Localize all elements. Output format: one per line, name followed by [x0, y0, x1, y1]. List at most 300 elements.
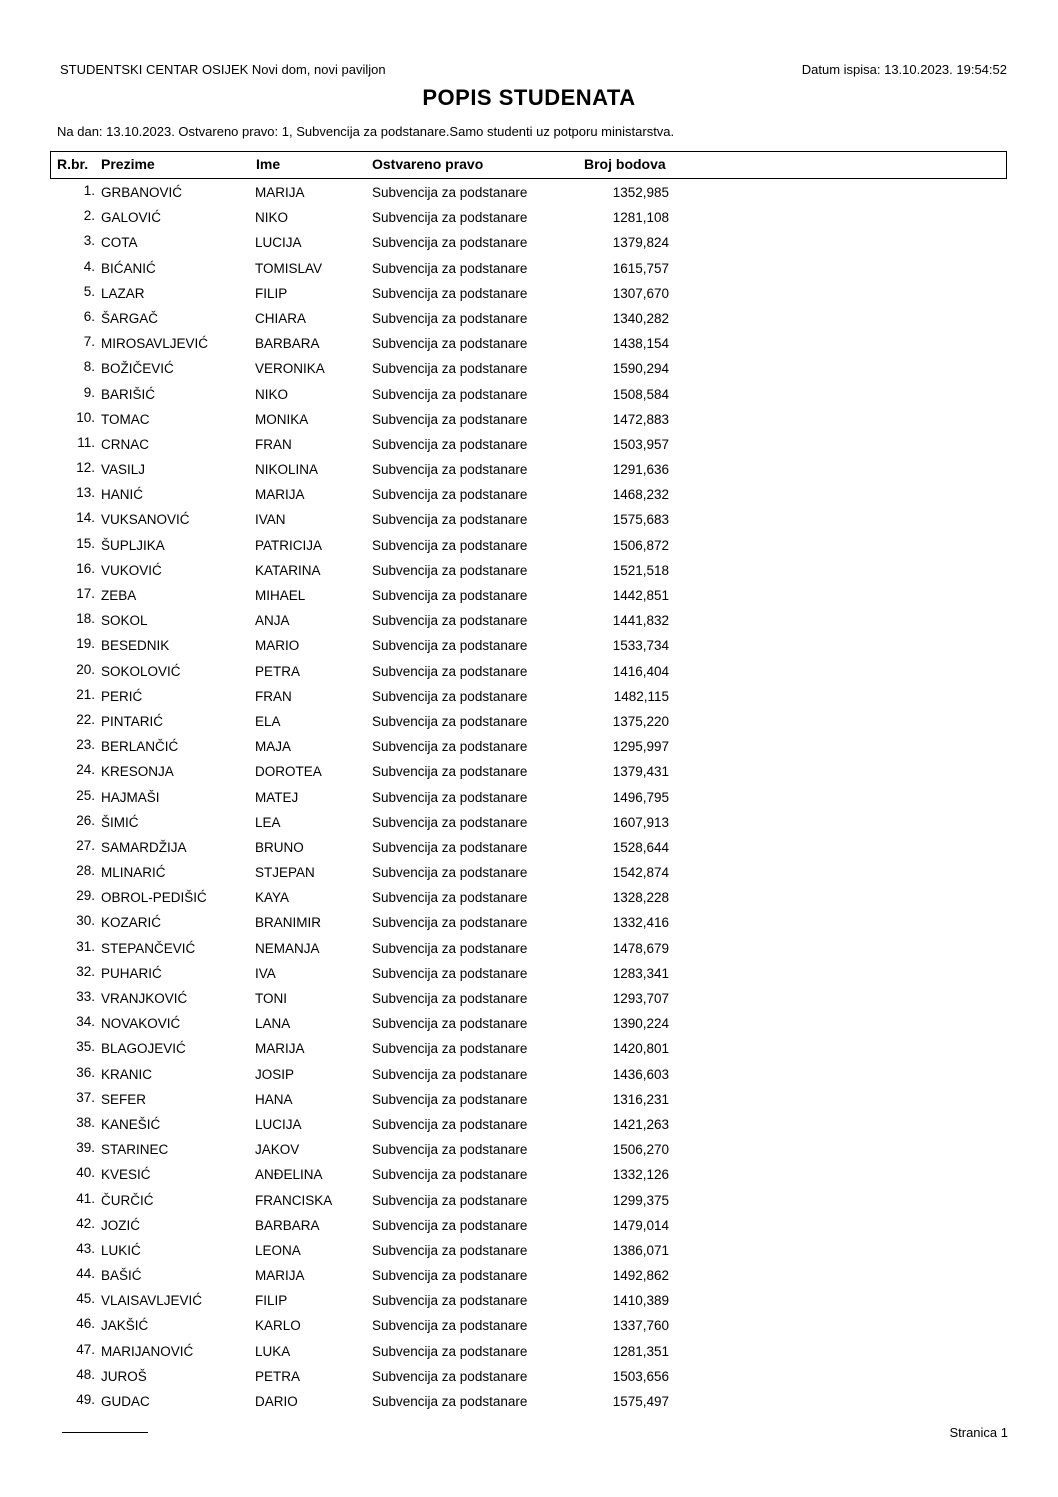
row-bodovi: 1508,584 — [612, 386, 669, 402]
row-prezime: TOMAC — [101, 411, 150, 427]
row-number: 8. — [83, 359, 95, 375]
row-prezime: LAZAR — [101, 285, 145, 301]
row-ime: ELA — [255, 713, 281, 729]
row-prezime: COTA — [101, 235, 138, 251]
row-number: 9. — [83, 384, 95, 400]
row-number: 47. — [76, 1341, 95, 1357]
table-row — [0, 660, 1058, 685]
row-number: 32. — [76, 963, 95, 979]
row-number: 10. — [76, 409, 95, 425]
row-number: 42. — [76, 1215, 95, 1231]
row-ime: MARIJA — [255, 1041, 305, 1057]
row-ime: JOSIP — [255, 1066, 295, 1082]
row-ime: LUCIJA — [255, 235, 302, 251]
row-bodovi: 1575,497 — [612, 1394, 669, 1409]
table-row — [0, 357, 1058, 382]
row-pravo: Subvencija za podstanare — [372, 1217, 528, 1233]
row-prezime: BLAGOJEVIĆ — [101, 1041, 186, 1057]
row-pravo: Subvencija za podstanare — [372, 713, 528, 729]
table-row — [0, 1214, 1058, 1239]
row-prezime: BARIŠIĆ — [101, 386, 156, 402]
row-number: 12. — [76, 460, 95, 476]
row-bodovi: 1291,636 — [612, 462, 669, 478]
row-pravo: Subvencija za podstanare — [372, 1268, 528, 1284]
table-row — [0, 962, 1058, 987]
row-pravo: Subvencija za podstanare — [372, 814, 528, 830]
row-pravo: Subvencija za podstanare — [372, 361, 528, 377]
row-number: 45. — [76, 1291, 95, 1307]
row-pravo: Subvencija za podstanare — [372, 1192, 528, 1208]
row-prezime: LUKIĆ — [101, 1242, 141, 1258]
table-row — [0, 609, 1058, 634]
row-ime: TOMISLAV — [255, 260, 323, 276]
row-number: 17. — [76, 586, 95, 601]
row-bodovi: 1438,154 — [612, 336, 669, 352]
row-pravo: Subvencija za podstanare — [372, 1368, 528, 1384]
row-pravo: Subvencija za podstanare — [372, 411, 528, 427]
row-number: 27. — [76, 837, 95, 853]
row-prezime: KRANIC — [101, 1066, 153, 1082]
row-pravo: Subvencija za podstanare — [372, 663, 528, 679]
row-pravo: Subvencija za podstanare — [372, 310, 528, 326]
column-pravo: Ostvareno pravo — [372, 156, 484, 172]
row-prezime: STEPANČEVIĆ — [101, 940, 196, 956]
row-prezime: BIĆANIĆ — [101, 260, 156, 276]
table-row — [0, 1113, 1058, 1138]
row-pravo: Subvencija za podstanare — [372, 739, 528, 755]
row-ime: LANA — [255, 1016, 291, 1032]
row-pravo: Subvencija za podstanare — [372, 1242, 528, 1258]
row-pravo: Subvencija za podstanare — [372, 487, 528, 503]
row-ime: MARIJA — [255, 487, 305, 503]
row-number: 14. — [76, 510, 95, 526]
row-bodovi: 1607,913 — [612, 814, 669, 830]
row-number: 46. — [76, 1316, 95, 1332]
table-row — [0, 987, 1058, 1012]
row-pravo: Subvencija za podstanare — [372, 1066, 528, 1082]
row-ime: STJEPAN — [255, 865, 315, 881]
row-bodovi: 1283,341 — [612, 965, 669, 981]
row-pravo: Subvencija za podstanare — [372, 613, 528, 629]
column-ime: Ime — [256, 156, 281, 172]
table-row — [0, 408, 1058, 433]
row-bodovi: 1332,416 — [612, 915, 669, 931]
table-row — [0, 786, 1058, 811]
row-pravo: Subvencija za podstanare — [372, 1318, 528, 1334]
row-number: 34. — [76, 1014, 95, 1030]
row-ime: IVAN — [255, 512, 286, 528]
row-ime: BRANIMIR — [255, 915, 322, 931]
row-bodovi: 1337,760 — [612, 1318, 669, 1334]
row-bodovi: 1420,801 — [612, 1041, 669, 1057]
row-number: 41. — [76, 1190, 95, 1206]
table-row — [0, 483, 1058, 508]
row-bodovi: 1575,683 — [612, 512, 669, 528]
row-pravo: Subvencija za podstanare — [372, 638, 528, 654]
table-row — [0, 181, 1058, 206]
row-bodovi: 1506,872 — [612, 537, 669, 553]
row-ime: ANĐELINA — [255, 1167, 323, 1183]
row-ime: IVA — [255, 965, 276, 981]
table-row — [0, 508, 1058, 533]
row-bodovi: 1492,862 — [612, 1268, 669, 1284]
row-prezime: STARINEC — [101, 1142, 169, 1158]
row-pravo: Subvencija za podstanare — [372, 285, 528, 301]
row-prezime: SAMARDŽIJA — [101, 839, 187, 855]
row-number: 2. — [83, 208, 95, 224]
row-number: 18. — [76, 611, 95, 627]
row-ime: LEA — [255, 814, 281, 830]
row-ime: MAJA — [255, 739, 292, 755]
row-pravo: Subvencija za podstanare — [372, 1116, 528, 1132]
row-bodovi: 1390,224 — [612, 1016, 669, 1032]
row-ime: FRANCISKA — [255, 1192, 333, 1208]
row-ime: NIKO — [255, 210, 289, 226]
row-bodovi: 1479,014 — [612, 1217, 669, 1233]
row-ime: DARIO — [255, 1394, 298, 1409]
table-row — [0, 1063, 1058, 1088]
row-pravo: Subvencija za podstanare — [372, 991, 528, 1006]
row-ime: BARBARA — [255, 336, 320, 352]
row-bodovi: 1307,670 — [612, 285, 669, 301]
row-pravo: Subvencija za podstanare — [372, 260, 528, 276]
row-bodovi: 1442,851 — [612, 588, 669, 603]
row-prezime: CRNAC — [101, 436, 150, 452]
row-bodovi: 1328,228 — [612, 890, 669, 906]
row-pravo: Subvencija za podstanare — [372, 1142, 528, 1158]
row-pravo: Subvencija za podstanare — [372, 940, 528, 956]
row-pravo: Subvencija za podstanare — [372, 890, 528, 906]
page-number: Stranica 1 — [949, 1425, 1008, 1440]
table-row — [0, 937, 1058, 962]
row-number: 29. — [76, 888, 95, 904]
row-ime: VERONIKA — [255, 361, 325, 377]
table-row — [0, 911, 1058, 936]
row-pravo: Subvencija za podstanare — [372, 915, 528, 931]
row-ime: MONIKA — [255, 411, 309, 427]
table-row — [0, 307, 1058, 332]
row-number: 33. — [76, 989, 95, 1004]
row-prezime: NOVAKOVIĆ — [101, 1016, 181, 1032]
row-pravo: Subvencija za podstanare — [372, 210, 528, 226]
row-ime: KARLO — [255, 1318, 301, 1334]
row-bodovi: 1340,282 — [612, 310, 669, 326]
row-bodovi: 1332,126 — [612, 1167, 669, 1183]
row-bodovi: 1386,071 — [612, 1242, 669, 1258]
row-number: 48. — [76, 1366, 95, 1382]
row-pravo: Subvencija za podstanare — [372, 1167, 528, 1183]
table-row — [0, 861, 1058, 886]
row-number: 20. — [76, 661, 95, 677]
table-row — [0, 332, 1058, 357]
row-prezime: ČURČIĆ — [101, 1192, 154, 1208]
column-bodovi: Broj bodova — [584, 156, 666, 172]
row-bodovi: 1316,231 — [612, 1091, 669, 1107]
row-ime: LUKA — [255, 1343, 291, 1359]
row-bodovi: 1281,351 — [612, 1343, 669, 1359]
row-prezime: MIROSAVLJEVIĆ — [101, 336, 209, 352]
row-number: 37. — [76, 1089, 95, 1105]
table-row — [0, 886, 1058, 911]
column-rbr: R.br. — [57, 156, 89, 172]
row-number: 7. — [83, 334, 95, 350]
row-ime: FILIP — [255, 285, 288, 301]
row-ime: HANA — [255, 1091, 293, 1107]
row-pravo: Subvencija za podstanare — [372, 1293, 528, 1309]
table-row — [0, 1340, 1058, 1365]
row-prezime: VUKOVIĆ — [101, 562, 162, 578]
row-ime: BARBARA — [255, 1217, 320, 1233]
row-number: 40. — [76, 1165, 95, 1181]
table-row — [0, 458, 1058, 483]
row-ime: MARIJA — [255, 185, 305, 200]
row-ime: MARIJA — [255, 1268, 305, 1284]
row-bodovi: 1421,263 — [612, 1116, 669, 1132]
row-pravo: Subvencija za podstanare — [372, 462, 528, 478]
row-bodovi: 1506,270 — [612, 1142, 669, 1158]
table-row — [0, 1264, 1058, 1289]
row-bodovi: 1503,656 — [612, 1368, 669, 1384]
row-prezime: KVESIĆ — [101, 1167, 151, 1183]
row-number: 38. — [76, 1114, 95, 1130]
row-pravo: Subvencija za podstanare — [372, 512, 528, 528]
row-number: 4. — [83, 258, 95, 274]
row-bodovi: 1468,232 — [612, 487, 669, 503]
row-number: 15. — [76, 535, 95, 551]
row-number: 28. — [76, 863, 95, 879]
row-bodovi: 1416,404 — [612, 663, 669, 679]
row-prezime: MLINARIĆ — [101, 865, 166, 881]
row-prezime: ŠARGAČ — [101, 310, 159, 326]
row-prezime: JOZIĆ — [101, 1217, 140, 1233]
table-row — [0, 584, 1058, 609]
row-prezime: PINTARIĆ — [101, 713, 164, 729]
print-date: Datum ispisa: 13.10.2023. 19:54:52 — [801, 62, 1007, 77]
row-pravo: Subvencija za podstanare — [372, 965, 528, 981]
row-prezime: GUDAC — [101, 1394, 150, 1409]
table-row — [0, 811, 1058, 836]
row-bodovi: 1375,220 — [612, 713, 669, 729]
row-pravo: Subvencija za podstanare — [372, 386, 528, 402]
row-number: 26. — [76, 812, 95, 828]
row-prezime: BAŠIĆ — [101, 1268, 142, 1284]
document-subtitle: Na dan: 13.10.2023. Ostvareno pravo: 1, Subvencija za podstanare.Samo studenti uz potporu ministarstva. — [57, 124, 675, 139]
row-number: 19. — [76, 636, 95, 652]
row-ime: NEMANJA — [255, 940, 320, 956]
row-prezime: JAKŠIĆ — [101, 1318, 149, 1334]
row-pravo: Subvencija za podstanare — [372, 588, 528, 603]
row-ime: PETRA — [255, 1368, 301, 1384]
row-bodovi: 1472,883 — [612, 411, 669, 427]
row-prezime: MARIJANOVIĆ — [101, 1343, 194, 1359]
institution-header: STUDENTSKI CENTAR OSIJEK Novi dom, novi paviljon — [60, 62, 386, 77]
row-ime: FRAN — [255, 436, 292, 452]
table-row — [0, 710, 1058, 735]
table-row — [0, 634, 1058, 659]
row-ime: PATRICIJA — [255, 537, 323, 553]
row-bodovi: 1293,707 — [612, 991, 669, 1006]
row-number: 16. — [76, 560, 95, 576]
document-title: POPIS STUDENATA — [422, 85, 636, 110]
row-pravo: Subvencija za podstanare — [372, 1016, 528, 1032]
row-bodovi: 1533,734 — [612, 638, 669, 654]
table-row — [0, 534, 1058, 559]
row-number: 24. — [76, 762, 95, 778]
row-bodovi: 1590,294 — [612, 361, 669, 377]
row-ime: FRAN — [255, 688, 292, 704]
table-row — [0, 1088, 1058, 1113]
row-prezime: ŠIMIĆ — [101, 814, 139, 830]
table-row — [0, 1390, 1058, 1415]
table-row — [0, 1314, 1058, 1339]
footer-divider — [62, 1432, 148, 1433]
row-ime: NIKO — [255, 386, 289, 402]
row-ime: DOROTEA — [255, 764, 322, 780]
row-prezime: BERLANČIĆ — [101, 739, 179, 755]
row-ime: FILIP — [255, 1293, 288, 1309]
table-row — [0, 559, 1058, 584]
table-header — [50, 151, 1007, 179]
row-ime: KATARINA — [255, 562, 321, 578]
row-number: 1. — [83, 183, 95, 198]
row-pravo: Subvencija za podstanare — [372, 185, 528, 200]
row-bodovi: 1496,795 — [612, 789, 669, 805]
table-row — [0, 1365, 1058, 1390]
row-number: 39. — [76, 1140, 95, 1156]
table-row — [0, 282, 1058, 307]
row-bodovi: 1542,874 — [612, 865, 669, 881]
row-prezime: GRBANOVIĆ — [101, 185, 183, 200]
row-bodovi: 1281,108 — [612, 210, 669, 226]
row-number: 25. — [76, 787, 95, 803]
row-pravo: Subvencija za podstanare — [372, 537, 528, 553]
row-bodovi: 1299,375 — [612, 1192, 669, 1208]
row-pravo: Subvencija za podstanare — [372, 336, 528, 352]
row-bodovi: 1295,997 — [612, 739, 669, 755]
row-ime: PETRA — [255, 663, 301, 679]
row-bodovi: 1503,957 — [612, 436, 669, 452]
row-number: 30. — [76, 913, 95, 929]
row-number: 36. — [76, 1064, 95, 1080]
row-prezime: VUKSANOVIĆ — [101, 512, 190, 528]
table-row — [0, 1037, 1058, 1062]
row-ime: NIKOLINA — [255, 462, 319, 478]
row-pravo: Subvencija za podstanare — [372, 436, 528, 452]
row-ime: CHIARA — [255, 310, 307, 326]
row-bodovi: 1379,431 — [612, 764, 669, 780]
table-row — [0, 1138, 1058, 1163]
row-pravo: Subvencija za podstanare — [372, 1041, 528, 1057]
row-prezime: KOZARIĆ — [101, 915, 162, 931]
row-prezime: JUROŠ — [101, 1368, 147, 1384]
row-pravo: Subvencija za podstanare — [372, 1091, 528, 1107]
row-pravo: Subvencija za podstanare — [372, 235, 528, 251]
row-prezime: VASILJ — [101, 462, 146, 478]
row-ime: LEONA — [255, 1242, 301, 1258]
row-number: 6. — [83, 308, 95, 324]
row-ime: MATEJ — [255, 789, 299, 805]
table-row — [0, 231, 1058, 256]
table-row — [0, 1239, 1058, 1264]
row-prezime: KRESONJA — [101, 764, 174, 780]
row-ime: MARIO — [255, 638, 300, 654]
row-bodovi: 1352,985 — [612, 185, 669, 200]
row-prezime: SOKOLOVIĆ — [101, 663, 181, 679]
row-ime: TONI — [255, 991, 288, 1006]
row-number: 3. — [83, 233, 95, 249]
table-row — [0, 383, 1058, 408]
row-prezime: KANEŠIĆ — [101, 1116, 161, 1132]
table-row — [0, 257, 1058, 282]
table-row — [0, 836, 1058, 861]
row-bodovi: 1379,824 — [612, 235, 669, 251]
row-bodovi: 1482,115 — [613, 688, 669, 704]
row-bodovi: 1521,518 — [612, 562, 669, 578]
row-pravo: Subvencija za podstanare — [372, 1394, 528, 1409]
row-prezime: SEFER — [101, 1091, 147, 1107]
row-prezime: OBROL-PEDIŠIĆ — [101, 890, 207, 906]
row-prezime: BESEDNIK — [101, 638, 170, 654]
row-number: 43. — [76, 1240, 95, 1256]
row-bodovi: 1528,644 — [612, 839, 669, 855]
table-row — [0, 1012, 1058, 1037]
row-prezime: ŠUPLJIKA — [101, 537, 165, 553]
row-number: 5. — [83, 283, 95, 299]
row-pravo: Subvencija za podstanare — [372, 562, 528, 578]
table-row — [0, 760, 1058, 785]
row-ime: MIHAEL — [255, 588, 306, 603]
row-pravo: Subvencija za podstanare — [372, 789, 528, 805]
row-number: 35. — [76, 1039, 95, 1055]
row-number: 21. — [76, 686, 95, 702]
row-number: 23. — [76, 737, 95, 753]
row-ime: KAYA — [255, 890, 290, 906]
table-row — [0, 735, 1058, 760]
row-prezime: VLAISAVLJEVIĆ — [101, 1293, 203, 1309]
row-ime: LUCIJA — [255, 1116, 302, 1132]
row-number: 49. — [76, 1392, 95, 1407]
row-prezime: HANIĆ — [101, 487, 144, 503]
row-prezime: GALOVIĆ — [101, 210, 162, 226]
row-pravo: Subvencija za podstanare — [372, 1343, 528, 1359]
row-prezime: VRANJKOVIĆ — [101, 991, 188, 1006]
row-bodovi: 1410,389 — [612, 1293, 669, 1309]
row-number: 22. — [76, 711, 95, 727]
row-bodovi: 1436,603 — [612, 1066, 669, 1082]
row-bodovi: 1615,757 — [612, 260, 669, 276]
row-number: 13. — [76, 485, 95, 501]
row-ime: ANJA — [255, 613, 290, 629]
table-row — [0, 685, 1058, 710]
row-prezime: BOŽIČEVIĆ — [101, 361, 174, 377]
row-pravo: Subvencija za podstanare — [372, 688, 528, 704]
row-pravo: Subvencija za podstanare — [372, 764, 528, 780]
row-pravo: Subvencija za podstanare — [372, 865, 528, 881]
row-bodovi: 1478,679 — [612, 940, 669, 956]
row-number: 11. — [77, 434, 95, 450]
row-prezime: SOKOL — [101, 613, 148, 629]
row-number: 31. — [76, 938, 95, 954]
table-row — [0, 206, 1058, 231]
row-number: 44. — [76, 1266, 95, 1282]
table-row — [0, 1289, 1058, 1314]
row-pravo: Subvencija za podstanare — [372, 839, 528, 855]
row-ime: JAKOV — [255, 1142, 300, 1158]
row-ime: BRUNO — [255, 839, 304, 855]
column-prezime: Prezime — [101, 156, 155, 172]
row-prezime: PUHARIĆ — [101, 965, 162, 981]
table-row — [0, 1163, 1058, 1188]
